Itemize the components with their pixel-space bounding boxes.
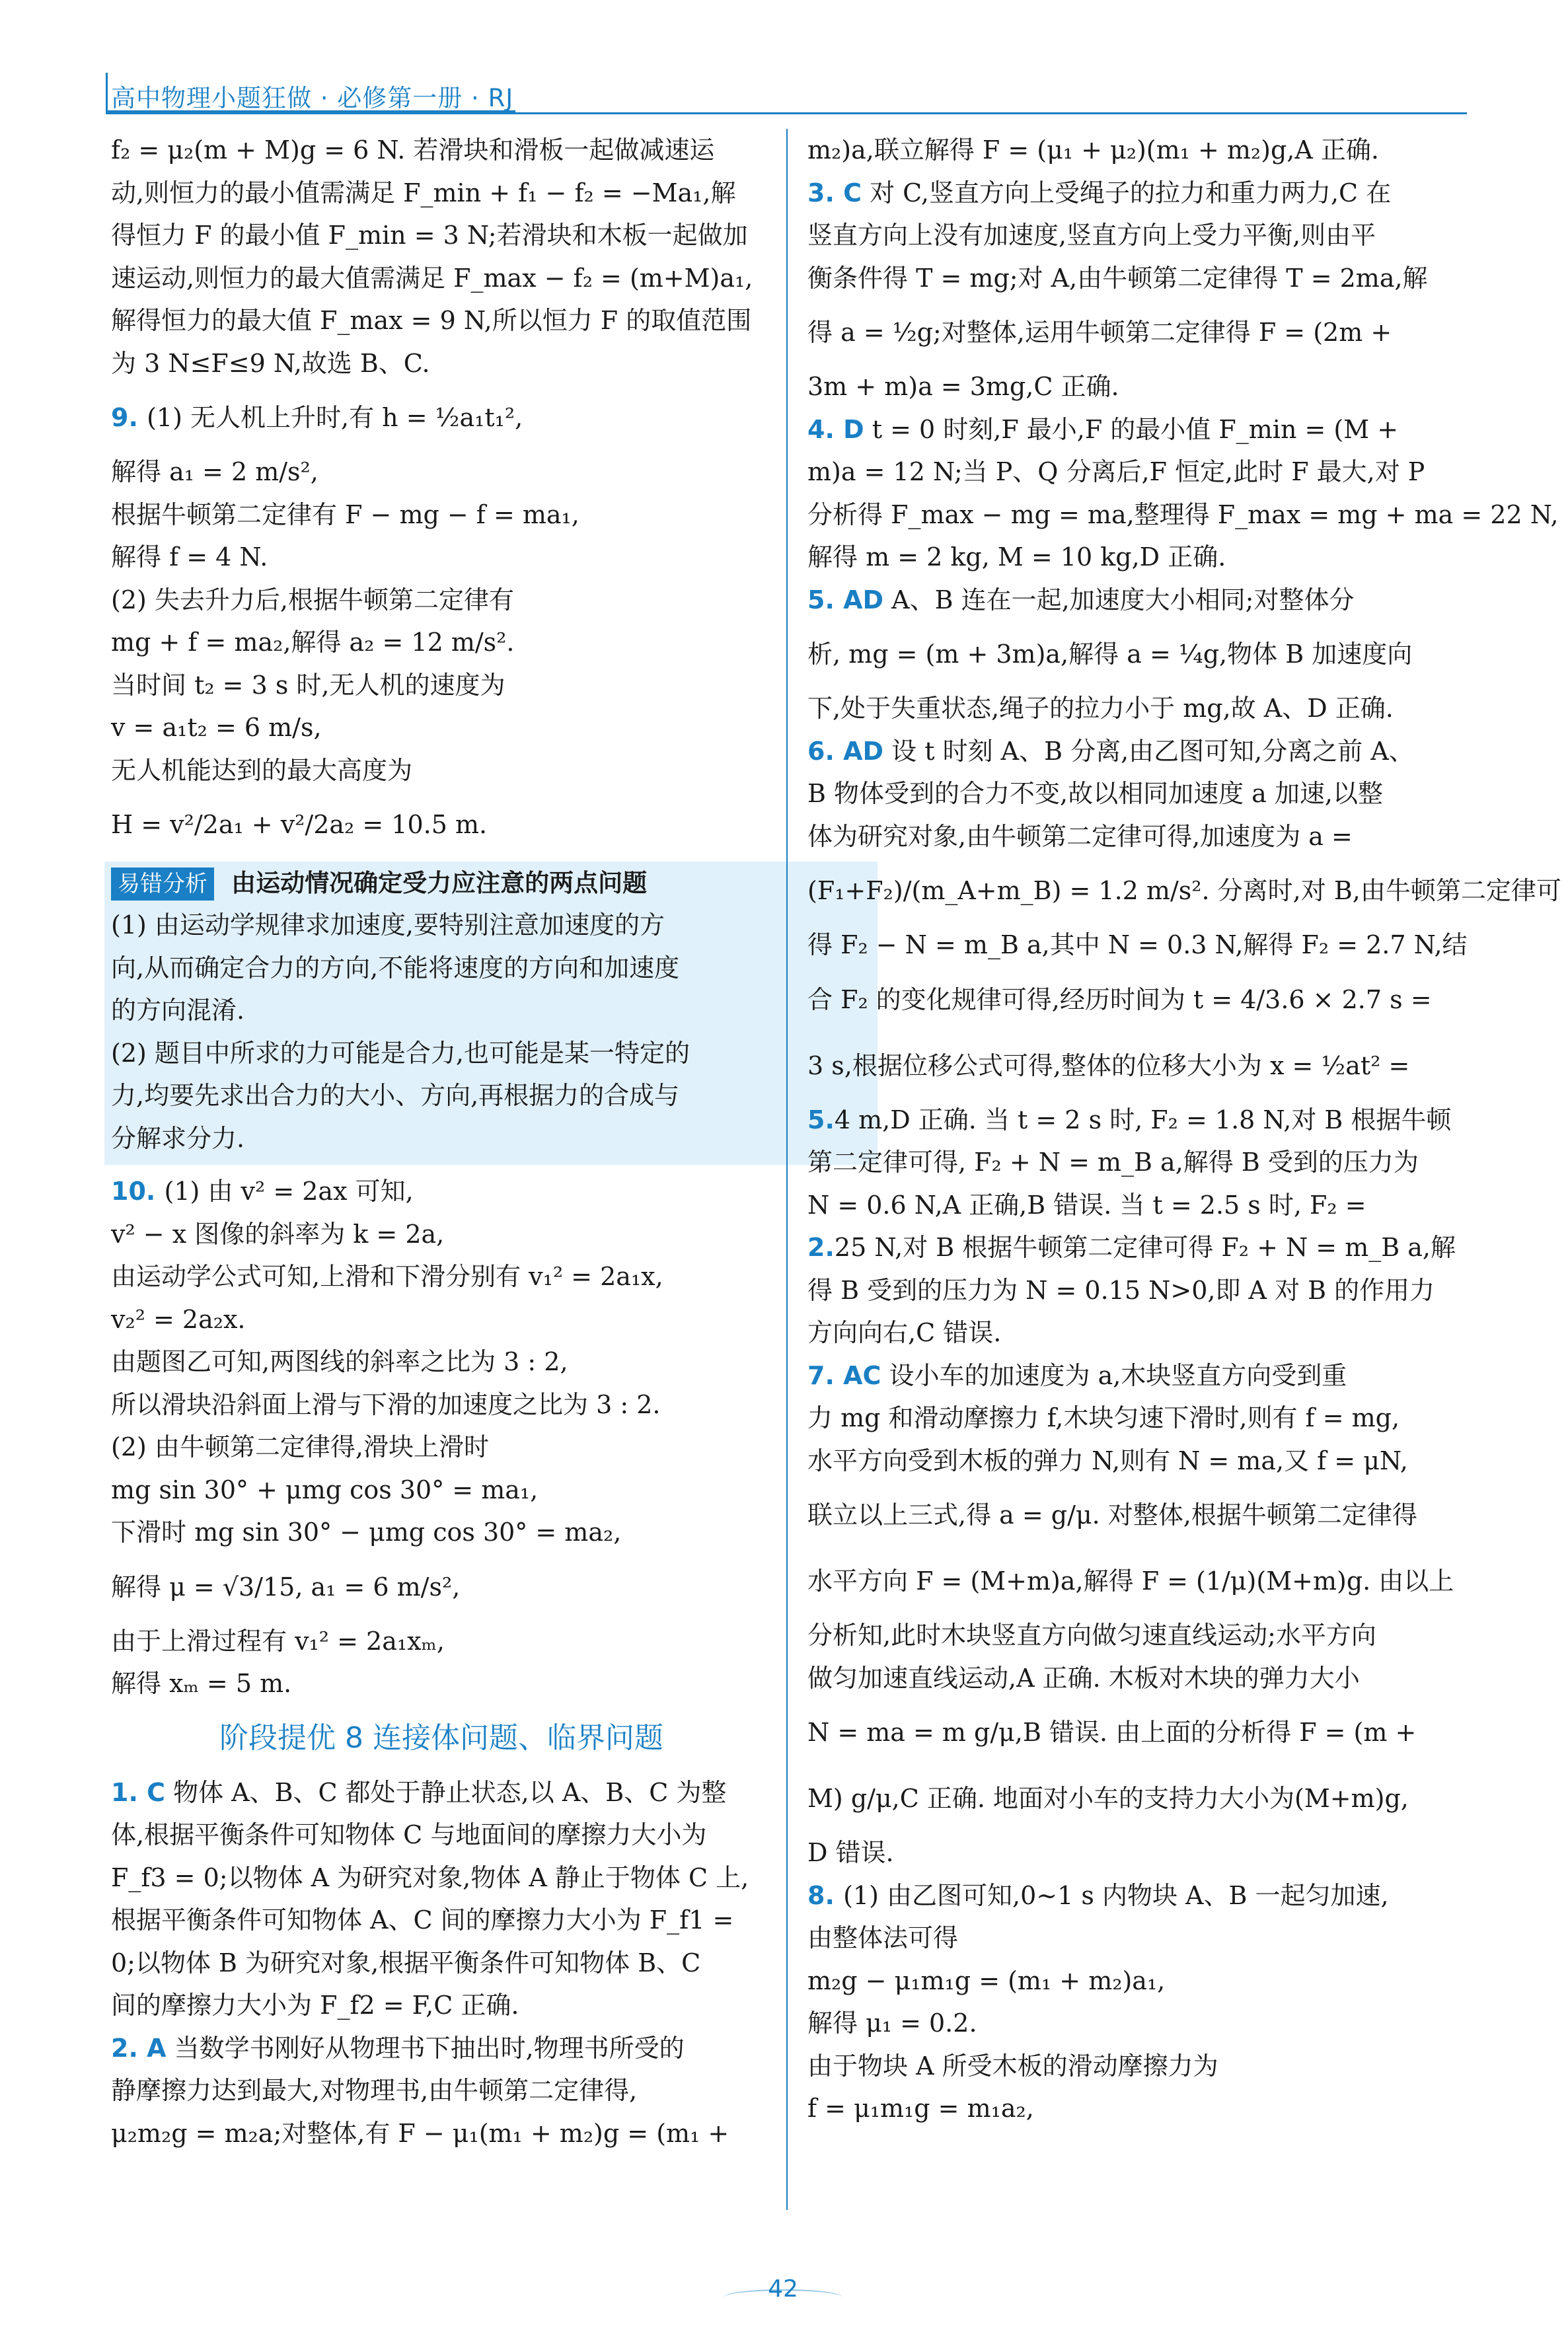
question-number: 5. AD [807, 585, 884, 614]
text-line: 0;以物体 B 为研究对象,根据平衡条件可知物体 B、C [111, 1948, 701, 1977]
text-line: 力,均要先求出合力的大小、方向,再根据力的合成与 [111, 1081, 680, 1110]
text-line: v₂² = 2a₂x. [111, 1304, 246, 1334]
text-line: 方向向右,C 错误. [807, 1318, 1002, 1347]
text-line: 析, mg = (m + 3m)a,解得 a = ¼g,物体 B 加速度向 [807, 640, 1413, 669]
text-line: 4. D t = 0 时刻,F 最小,F 的最小值 F_min = (M + [807, 414, 1399, 444]
left-text-block-2 [111, 1170, 772, 1705]
text-line: m)a = 12 N;当 P、Q 分离后,F 恒定,此时 F 最大,对 P [807, 457, 1425, 486]
text-line: 下滑时 mg sin 30° − μmg cos 30° = ma₂, [111, 1518, 622, 1547]
text-line: v = a₁t₂ = 6 m/s, [111, 713, 322, 742]
question-number: 8. [807, 1880, 844, 1910]
text-line: 分析得 F_max − mg = ma,整理得 F_max = mg + ma = 22 N, [807, 499, 1559, 529]
error-analysis-box [104, 862, 877, 1165]
error-analysis-title: 由运动情况确定受力应注意的两点问题 [231, 869, 648, 897]
text-line: 衡条件得 T = mg;对 A,由牛顿第二定律得 T = 2ma,解 [807, 263, 1428, 293]
text-line: 9. (1) 无人机上升时,有 h = ½a₁t₁², [111, 403, 523, 432]
text-line: 体,根据平衡条件可知物体 C 与地面间的摩擦力大小为 [111, 1820, 707, 1849]
text-line: N = 0.6 N,A 正确,B 错误. 当 t = 2.5 s 时, F₂ = [807, 1190, 1366, 1220]
text-line: 根据平衡条件可知物体 A、C 间的摩擦力大小为 F_f1 = [111, 1905, 734, 1935]
text-line: 解得 xₘ = 5 m. [111, 1669, 292, 1698]
text-line: 做匀加速直线运动,A 正确. 木板对木块的弹力大小 [807, 1663, 1360, 1693]
text-line: 由运动学公式可知,上滑和下滑分别有 v₁² = 2a₁x, [111, 1262, 663, 1291]
text-line: 5.4 m,D 正确. 当 t = 2 s 时, F₂ = 1.8 N,对 B 根据牛顿 [807, 1105, 1452, 1134]
text-line: f = μ₁m₁g = m₁a₂, [807, 2094, 1034, 2123]
text-line: 解得恒力的最大值 F_max = 9 N,所以恒力 F 的取值范围 [111, 306, 752, 335]
text-line: 动,则恒力的最小值需满足 F_min + f₁ − f₂ = −Ma₁,解 [111, 178, 736, 207]
text-line: 间的摩擦力大小为 F_f2 = F,C 正确. [111, 1991, 519, 2020]
text-line: 静摩擦力达到最大,对物理书,由牛顿第二定律得, [111, 2076, 638, 2105]
text-line: μ₂m₂g = m₂a;对整体,有 F − μ₁(m₁ + m₂)g = (m₁ + [111, 2118, 729, 2148]
text-line: 竖直方向上没有加速度,竖直方向上受力平衡,则由平 [807, 221, 1376, 250]
question-number: 6. AD [807, 736, 884, 766]
question-number: 3. C [807, 178, 862, 207]
text-line: 1. C 物体 A、B、C 都处于静止状态,以 A、B、C 为整 [111, 1777, 727, 1807]
text-line: F_f3 = 0;以物体 A 为研究对象,物体 A 静止于物体 C 上, [111, 1863, 749, 1892]
text-line: m₂g − μ₁m₁g = (m₁ + m₂)a₁, [807, 1966, 1166, 1995]
text-line: 向,从而确定合力的方向,不能将速度的方向和加速度 [111, 953, 680, 982]
text-line: (1) 由运动学规律求加速度,要特别注意加速度的方 [111, 910, 665, 940]
question-number: 5. [807, 1105, 835, 1134]
text-line: v² − x 图像的斜率为 k = 2a, [111, 1219, 445, 1249]
text-line: 分析知,此时木块竖直方向做匀速直线运动;水平方向 [807, 1621, 1376, 1650]
text-line: 无人机能达到的最大高度为 [111, 755, 413, 785]
text-line: 下,处于失重状态,绳子的拉力小于 mg,故 A、D 正确. [807, 694, 1394, 723]
text-line: 解得 μ₁ = 0.2. [807, 2009, 977, 2038]
text-line: 解得 μ = √3/15, a₁ = 6 m/s², [111, 1572, 461, 1602]
text-line: mg sin 30° + μmg cos 30° = ma₁, [111, 1475, 539, 1504]
text-line: (2) 失去升力后,根据牛顿第二定律有 [111, 585, 514, 614]
text-line: 解得 m = 2 kg, M = 10 kg,D 正确. [807, 542, 1226, 572]
question-number: 4. D [807, 414, 864, 444]
text-line: 联立以上三式,得 a = g/μ. 对整体,根据牛顿第二定律得 [807, 1500, 1417, 1530]
left-column [111, 129, 772, 2155]
text-line: 2. A 当数学书刚好从物理书下抽出时,物理书所受的 [111, 2033, 685, 2063]
question-number: 2. A [111, 2033, 167, 2063]
section-title: 阶段提优 8 连接体问题、临界问题 [219, 1720, 663, 1755]
text-line: 解得 a₁ = 2 m/s², [111, 457, 318, 486]
text-line: 第二定律可得, F₂ + N = m_B a,解得 B 受到的压力为 [807, 1148, 1419, 1177]
book-header: 高中物理小题狂做 · 必修第一册 · RJ [111, 84, 514, 112]
text-line: (2) 题目中所求的力可能是合力,也可能是某一特定的 [111, 1038, 690, 1068]
text-line: 6. AD 设 t 时刻 A、B 分离,由乙图可知,分离之前 A、 [807, 736, 1414, 766]
column-divider [786, 129, 788, 2210]
text-line: f₂ = μ₂(m + M)g = 6 N. 若滑块和滑板一起做减速运 [111, 135, 715, 165]
text-line: 速运动,则恒力的最大值需满足 F_max − f₂ = (m+M)a₁, [111, 263, 753, 293]
text-line: B 物体受到的合力不变,故以相同加速度 a 加速,以整 [807, 779, 1383, 808]
text-line: 得 B 受到的压力为 N = 0.15 N>0,即 A 对 B 的作用力 [807, 1275, 1435, 1305]
text-line: 3 s,根据位移公式可得,整体的位移大小为 x = ½at² = [807, 1051, 1410, 1080]
text-line: 2.25 N,对 B 根据牛顿第二定律可得 F₂ + N = m_B a,解 [807, 1233, 1456, 1262]
text-line: 由整体法可得 [807, 1923, 959, 1952]
text-line: M) g/μ,C 正确. 地面对小车的支持力大小为(M+m)g, [807, 1784, 1409, 1813]
text-line: 3m + m)a = 3mg,C 正确. [807, 372, 1119, 401]
text-line: 水平方向 F = (M+m)a,解得 F = (1/μ)(M+m)g. 由以上 [807, 1567, 1454, 1596]
text-line: 由题图乙可知,两图线的斜率之比为 3 : 2, [111, 1347, 568, 1376]
text-line: 3. C 对 C,竖直方向上受绳子的拉力和重力两力,C 在 [807, 178, 1392, 207]
text-line: 5. AD A、B 连在一起,加速度大小相同;对整体分 [807, 585, 1355, 614]
text-line: H = v²/2a₁ + v²/2a₂ = 10.5 m. [111, 810, 488, 839]
error-analysis-tag: 易错分析 [111, 867, 214, 901]
text-line: 的方向混淆. [111, 996, 245, 1025]
text-line: 8. (1) 由乙图可知,0~1 s 内物块 A、B 一起匀加速, [807, 1880, 1389, 1910]
text-line: N = ma = m g/μ,B 错误. 由上面的分析得 F = (m + [807, 1718, 1417, 1747]
error-analysis-lines [111, 904, 871, 1160]
text-line: 由于物块 A 所受木板的滑动摩擦力为 [807, 2051, 1218, 2081]
text-line: 解得 f = 4 N. [111, 542, 268, 572]
text-line: mg + f = ma₂,解得 a₂ = 12 m/s². [111, 628, 515, 657]
text-line: 得 a = ½g;对整体,运用牛顿第二定律得 F = (2m + [807, 318, 1392, 347]
text-line: 10. (1) 由 v² = 2ax 可知, [111, 1177, 414, 1206]
text-line: 力 mg 和滑动摩擦力 f,木块匀速下滑时,则有 f = mg, [807, 1403, 1400, 1432]
question-number: 9. [111, 403, 147, 432]
text-line: 水平方向受到木板的弹力 N,则有 N = ma,又 f = μN, [807, 1446, 1408, 1475]
header-rule [106, 112, 1467, 114]
right-column [807, 129, 1561, 2130]
question-number: 10. [111, 1177, 165, 1206]
question-number: 2. [807, 1233, 835, 1262]
left-text-block [111, 129, 772, 858]
text-line: m₂)a,联立解得 F = (μ₁ + μ₂)(m₁ + m₂)g,A 正确. [807, 135, 1379, 165]
text-line: 体为研究对象,由牛顿第二定律可得,加速度为 a = [807, 821, 1353, 851]
text-line: D 错误. [807, 1838, 894, 1867]
question-number: 7. AC [807, 1360, 881, 1390]
text-line: (F₁+F₂)/(m_A+m_B) = 1.2 m/s². 分离时,对 B,由牛顿第二定律可 [807, 876, 1561, 905]
text-line: 合 F₂ 的变化规律可得,经历时间为 t = 4/3.6 × 2.7 s = [807, 984, 1432, 1014]
right-text-block [807, 129, 1561, 2130]
text-line: (2) 由牛顿第二定律得,滑块上滑时 [111, 1432, 489, 1461]
question-number: 1. C [111, 1777, 165, 1807]
text-line: 分解求分力. [111, 1123, 245, 1153]
text-line: 所以滑块沿斜面上滑与下滑的加速度之比为 3 : 2. [111, 1389, 661, 1419]
page-number: 42 [768, 2275, 798, 2303]
text-line: 为 3 N≤F≤9 N,故选 B、C. [111, 348, 430, 378]
text-line: 得恒力 F 的最小值 F_min = 3 N;若滑块和木板一起做加 [111, 221, 748, 250]
text-line: 由于上滑过程有 v₁² = 2a₁xₘ, [111, 1626, 445, 1656]
left-text-block-3 [111, 1771, 772, 2155]
text-line: 当时间 t₂ = 3 s 时,无人机的速度为 [111, 670, 505, 700]
error-analysis-heading [111, 862, 871, 904]
text-line: 7. AC 设小车的加速度为 a,木块竖直方向受到重 [807, 1360, 1347, 1390]
text-line: 根据牛顿第二定律有 F − mg − f = ma₁, [111, 499, 579, 529]
text-line: 得 F₂ − N = m_B a,其中 N = 0.3 N,解得 F₂ = 2.7 N,结 [807, 930, 1468, 959]
